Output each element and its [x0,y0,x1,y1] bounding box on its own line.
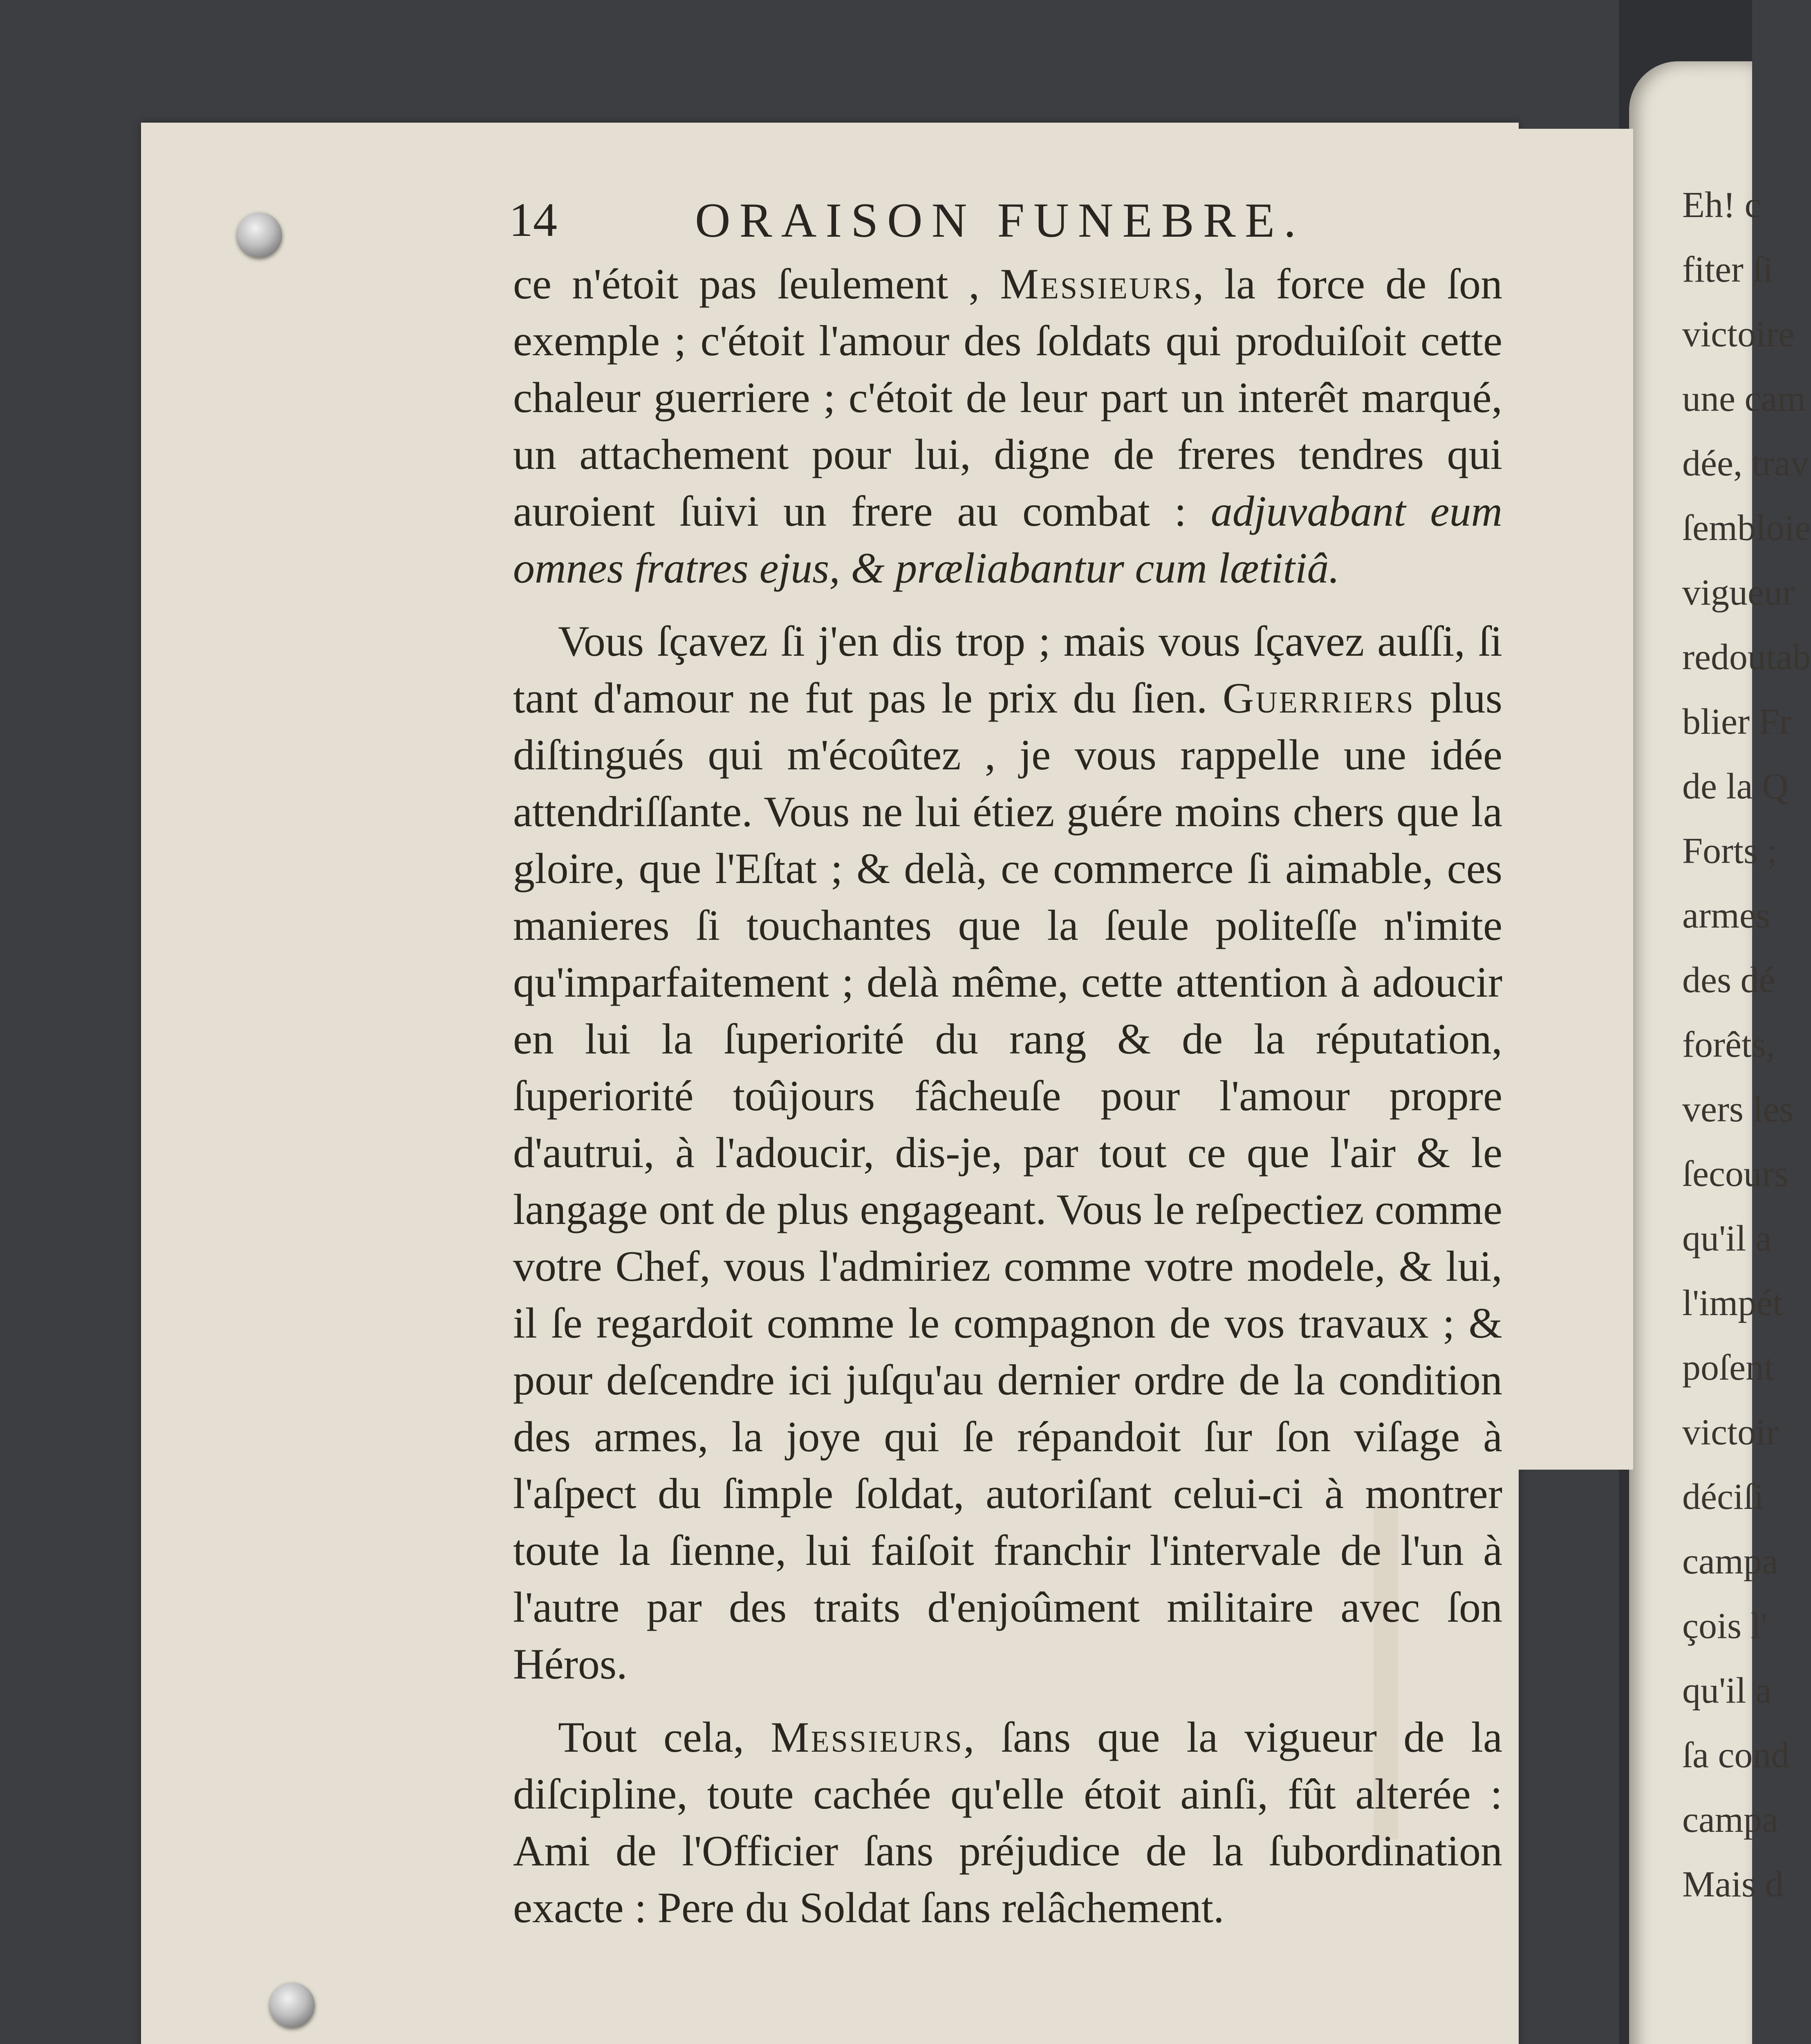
small-caps-run: Guerriers [1222,674,1415,722]
adjacent-page-fragment: fiter ſi [1682,249,1773,290]
adjacent-page-fragment: victoire [1682,314,1795,354]
latin-quotation: adjuvabant eum omnes fratres ejus, & præliabantur cum lætitiâ. [513,487,1502,592]
small-caps-run: Messieurs [771,1713,964,1761]
adjacent-page-fragment: campa [1682,1541,1778,1582]
adjacent-page-fragment: ſembloie [1682,508,1811,548]
running-title: ORAISON FUNEBRE. [695,193,1305,247]
adjacent-page-fragment: l'impét [1682,1283,1783,1323]
adjacent-page-fragment: des dé [1682,960,1775,1000]
adjacent-page-fragment: Forts ; [1682,831,1777,871]
text-run: Vous ſçavez ſi j'en dis trop ; mais vous ſçavez auſſi, ſi tant d'amour ne fut pas le prix du ſien. [513,617,1502,722]
adjacent-page-fragment: Mais d [1682,1864,1784,1905]
adjacent-page-fragment: forêts, [1682,1024,1775,1065]
paragraph [513,613,1502,1692]
adjacent-page-fragment: de la Q [1682,766,1789,807]
adjacent-page-fragment: vers les [1682,1089,1794,1130]
adjacent-page-fragment: victoir [1682,1412,1778,1452]
page-header [509,192,1551,266]
adjacent-page-fragment: ſa cond [1682,1735,1790,1775]
adjacent-page-fragment: dée, trav [1682,443,1809,484]
text-run: plus diſtingués qui m'écoûtez , je vous rappelle une idée attendriſſante. Vous ne lui étiez guére moins chers que la gloire, que l'Eſtat ; & delà, ce commerce ſi aimable, ces manieres ſi touchantes que la ſeule politeſſe n'imite qu'imparfaitement ; delà même, cette attention à adoucir en lui la ſuperiorité du rang & de la réputation, ſuperiorité toûjours fâcheuſe pour l'amour propre d'autrui, à l'adoucir, dis-je, par tout ce que l'air & le langage ont de plus engageant. Vous le reſpectiez comme votre Chef, vous l'admiriez comme votre modele, & lui, il ſe regardoit comme le compagnon de vos travaux ; & pour deſcendre ici juſqu'au dernier ordre de la condition des armes, la joye qui ſe répandoit ſur ſon viſage à l'aſpect du ſimple ſoldat, autoriſant celui-ci à montrer toute la ſienne, lui faiſoit franchir l'intervale de l'un à l'autre par des traits d'enjoûment militaire avec ſon Héros. [513,674,1502,1688]
page-edge [1519,129,1633,1470]
page-number: 14 [509,193,557,247]
adjacent-page-fragment: Eh! c [1682,185,1761,225]
pushpin-icon [237,213,282,258]
text-run: Tout cela, [558,1713,771,1761]
pushpin-icon [270,1983,315,2028]
adjacent-page-fragment: qu'il a [1682,1218,1772,1259]
adjacent-page-fragment: redoutab [1682,637,1811,677]
adjacent-page-fragment: armes [1682,895,1770,936]
adjacent-page-fragment: çois l' [1682,1606,1768,1646]
text-run: , la force de ſon exemple ; c'étoit l'amour des ſoldats qui produiſoit cette chaleur guerriere ; c'étoit de leur part un interêt marqué, un attachement pour lui, digne de freres tendres qui auroient ſuivi un frere au combat : [513,260,1502,535]
paragraph [513,1709,1502,1936]
paragraph [513,256,1502,596]
adjacent-page-fragment: vigueur [1682,572,1795,613]
small-caps-run: Messieurs [1000,260,1193,308]
body-text [513,256,1502,1936]
text-run: , ſans que la vigueur de la diſcipline, toute cachée qu'elle étoit ainſi, fût alterée : Ami de l'Officier ſans préjudice de la ſubordination exacte : Pere du Soldat ſans relâchement. [513,1713,1502,1932]
adjacent-page-fragment: ſecours [1682,1154,1789,1194]
adjacent-page-fragment: déciſi [1682,1477,1764,1517]
adjacent-page-fragment: poſent [1682,1347,1774,1388]
adjacent-page [1629,61,1811,2044]
adjacent-page-fragment: qu'il a [1682,1670,1772,1711]
text-run: ce n'étoit pas ſeulement , [513,260,1000,308]
adjacent-page-fragment: campa [1682,1800,1778,1840]
adjacent-page-fragment: une cam [1682,379,1806,419]
adjacent-page-fragment: blier Fr [1682,702,1792,742]
